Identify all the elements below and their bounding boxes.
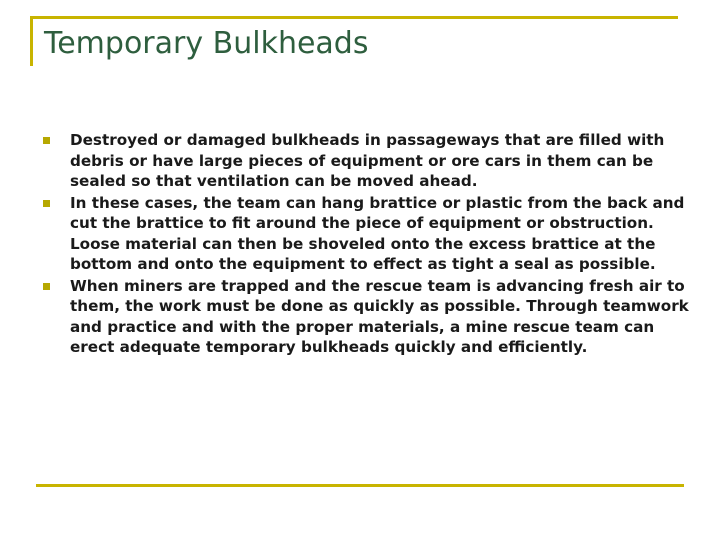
slide-title: Temporary Bulkheads bbox=[44, 26, 369, 61]
square-bullet-icon bbox=[43, 137, 50, 144]
left-rule bbox=[30, 16, 33, 66]
bullet-text: In these cases, the team can hang brattice or plastic from the back and cut the brattice to fit around the piece of equipment or obstruction. Loose material can then be shoveled onto the excess brattice at the bottom and onto the equipment to effect as tight a seal as possible. bbox=[70, 193, 685, 273]
square-bullet-icon bbox=[43, 283, 50, 290]
top-rule bbox=[30, 16, 678, 19]
square-bullet-icon bbox=[43, 200, 50, 207]
bullet-item-destroyed-bulkheads bbox=[40, 130, 690, 192]
bullet-text: Destroyed or damaged bulkheads in passageways that are filled with debris or have large pieces of equipment or ore cars in them can be sealed so that ventilation can be moved ahead. bbox=[70, 131, 665, 190]
bullet-item-trapped-miners bbox=[40, 276, 690, 358]
bullet-text: When miners are trapped and the rescue team is advancing fresh air to them, the work must be done as quickly as possible. Through teamwork and practice and with the proper materials, a mine rescue team can erect adequate temporary bulkheads quickly and efficiently. bbox=[70, 276, 689, 356]
bottom-rule bbox=[36, 484, 684, 487]
bullet-list bbox=[40, 130, 690, 359]
bullet-item-hang-brattice bbox=[40, 193, 690, 275]
